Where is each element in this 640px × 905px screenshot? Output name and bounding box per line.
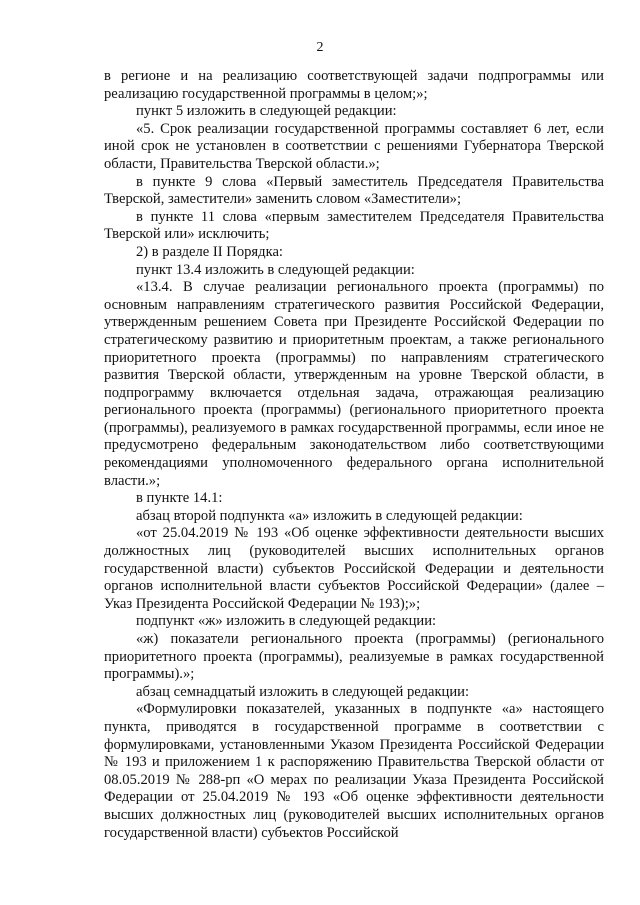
- paragraph-item-5-intro: пункт 5 изложить в следующей редакции:: [136, 103, 397, 120]
- paragraph-item-14-1: в пункте 14.1:: [136, 490, 223, 507]
- paragraph-item-9: в пункте 9 слова «Первый заместитель Председателя Правительства Тверской, заместители» заменить словом «Заместители»;: [104, 173, 604, 208]
- page-number: 2: [316, 40, 324, 55]
- paragraph-subitem-zh-text: «ж) показатели регионального проекта (программы) (регионального приоритетного проекта (программы), реализуемые в рамках государственной программы).»;: [104, 631, 604, 683]
- paragraph-subitem-zh-intro: подпункт «ж» изложить в следующей редакции:: [136, 613, 437, 630]
- paragraph-17-intro: абзац семнадцатый изложить в следующей редакции:: [136, 683, 470, 700]
- paragraph-item-11: в пункте 11 слова «первым заместителем Председателя Правительства Тверской или» исключить;: [104, 208, 604, 243]
- paragraph-item-5-text: «5. Срок реализации государственной программы составляет 6 лет, если иной срок не установлен в соответствии с решениями Губернатора Тверской области, Правительства Тверской области.»;: [104, 120, 604, 172]
- paragraph-item-13-4-intro: пункт 13.4 изложить в следующей редакции:: [136, 261, 415, 278]
- paragraph-item-13-4-text: «13.4. В случае реализации регионального проекта (программы) по основным направлениям стратегического развития Российской Федерации, утвержденным решением Совета при Президенте Российской Федерации по стратегическому развитию и приоритетным проектам, а также регионального приоритетного проекта (программы) по направлениям стратегического развития Тверской области, утвержденным на уровне Тверской области, в подпрограмму включается отдельная задача, отражающая реализацию регионального проекта (программы) (регионального приоритетного проекта (программы), реализуемого в рамках государственной программы, если иное не предусмотрено федеральным законодательством либо соответствующими рекомендациями уполномоченного федерального органа исполнительной власти.»;: [104, 279, 604, 489]
- paragraph-subitem-a-intro: абзац второй подпункта «а» изложить в следующей редакции:: [136, 507, 523, 524]
- paragraph-section-2: 2) в разделе II Порядка:: [136, 243, 283, 260]
- paragraph-17-text: «Формулировки показателей, указанных в подпункте «а» настоящего пункта, приводятся в государственной программе в соответствии с формулировками, установленными Указом Президента Российской Федерации № 193 и приложением 1 к распоряжению Правительства Тверской области от 08.05.2019 № 288-рп «О мерах по реализации Указа Президента Российской Федерации от 25.04.2019 № 193 «Об оценке эффективности деятельности высших должностных лиц (руководителей высших исполнительных органов государственной власти) субъектов Российской: [104, 701, 604, 841]
- paragraph-continuation: в регионе и на реализацию соответствующей задачи подпрограммы или реализацию государственной программы в целом;»;: [104, 68, 604, 102]
- document-body: [104, 68, 604, 842]
- paragraph-subitem-a-text: «от 25.04.2019 № 193 «Об оценке эффективности деятельности высших должностных лиц (руководителей высших исполнительных органов государственной власти) субъектов Российской Федерации и деятельности органов исполнительной власти субъектов Российской Федерации» (далее – Указ Президента Российской Федерации № 193);»;: [104, 525, 604, 612]
